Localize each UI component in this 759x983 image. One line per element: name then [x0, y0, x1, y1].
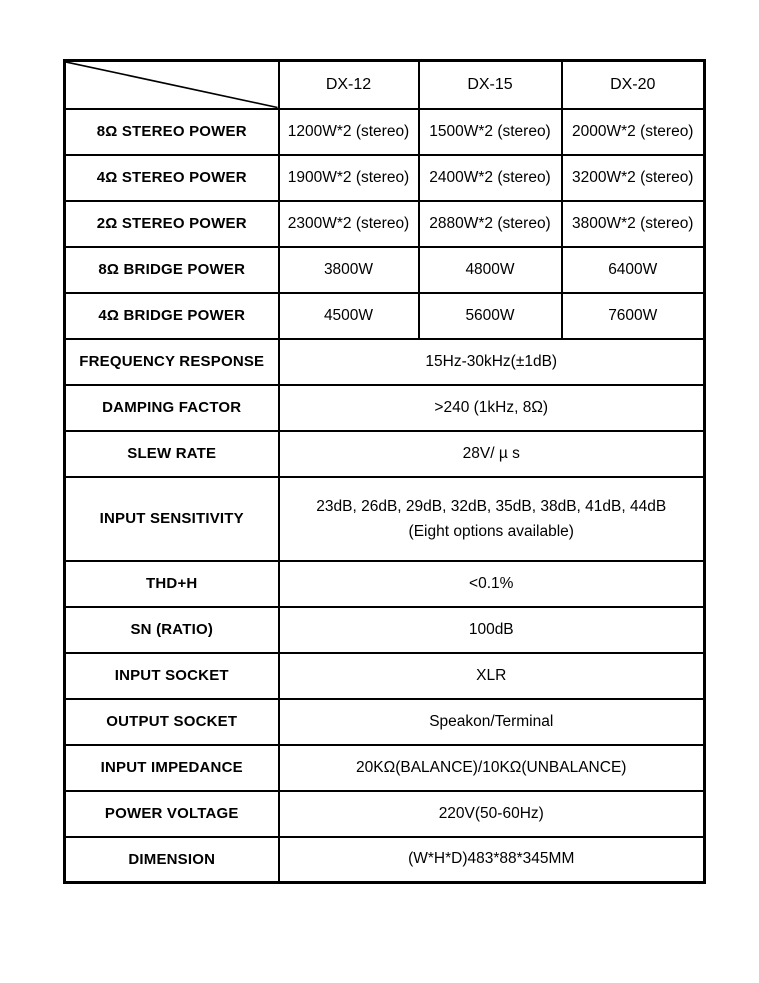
diagonal-header-cell: [65, 61, 279, 109]
spec-row-8ohm-stereo-power: [65, 109, 705, 155]
spec-row-2ohm-stereo-power: [65, 201, 705, 247]
spec-row-8ohm-bridge-power: [65, 247, 705, 293]
row-label: DAMPING FACTOR: [65, 385, 279, 431]
row-value-dx15: 2400W*2 (stereo): [419, 155, 562, 201]
sensitivity-options-line: 23dB, 26dB, 29dB, 32dB, 35dB, 38dB, 41dB, 44dB: [316, 497, 667, 515]
row-value: 28V/ µ s: [279, 431, 705, 477]
spec-row-4ohm-bridge-power: [65, 293, 705, 339]
row-value-dx15: 2880W*2 (stereo): [419, 201, 562, 247]
spec-table: [63, 59, 706, 884]
sensitivity-note-line: (Eight options available): [408, 522, 574, 540]
column-header-dx15: DX-15: [419, 61, 562, 109]
header-row: [65, 61, 705, 109]
row-label: 8Ω BRIDGE POWER: [65, 247, 279, 293]
row-value-dx20: 3800W*2 (stereo): [562, 201, 705, 247]
row-value: 15Hz-30kHz(±1dB): [279, 339, 705, 385]
spec-row-dimension: [65, 837, 705, 883]
row-value: [279, 477, 705, 561]
row-value-dx15: 5600W: [419, 293, 562, 339]
row-value: 20KΩ(BALANCE)/10KΩ(UNBALANCE): [279, 745, 705, 791]
row-value-dx20: 2000W*2 (stereo): [562, 109, 705, 155]
row-value: <0.1%: [279, 561, 705, 607]
row-label: INPUT SENSITIVITY: [65, 477, 279, 561]
row-value: XLR: [279, 653, 705, 699]
row-value: (W*H*D)483*88*345MM: [279, 837, 705, 883]
column-header-dx12: DX-12: [279, 61, 419, 109]
spec-row-power-voltage: [65, 791, 705, 837]
spec-row-input-impedance: [65, 745, 705, 791]
row-label: INPUT IMPEDANCE: [65, 745, 279, 791]
row-value: 100dB: [279, 607, 705, 653]
row-label: SLEW RATE: [65, 431, 279, 477]
row-value-dx12: 1200W*2 (stereo): [279, 109, 419, 155]
spec-row-input-socket: [65, 653, 705, 699]
row-value-dx20: 6400W: [562, 247, 705, 293]
row-value-dx12: 3800W: [279, 247, 419, 293]
row-label: OUTPUT SOCKET: [65, 699, 279, 745]
row-label: SN (RATIO): [65, 607, 279, 653]
column-header-dx20: DX-20: [562, 61, 705, 109]
spec-row-slew-rate: [65, 431, 705, 477]
row-value-dx15: 4800W: [419, 247, 562, 293]
row-label: DIMENSION: [65, 837, 279, 883]
row-value-dx20: 7600W: [562, 293, 705, 339]
row-value-dx20: 3200W*2 (stereo): [562, 155, 705, 201]
row-label: 8Ω STEREO POWER: [65, 109, 279, 155]
row-label: 2Ω STEREO POWER: [65, 201, 279, 247]
spec-row-sn-ratio: [65, 607, 705, 653]
row-label: 4Ω BRIDGE POWER: [65, 293, 279, 339]
row-label: 4Ω STEREO POWER: [65, 155, 279, 201]
row-value-dx12: 2300W*2 (stereo): [279, 201, 419, 247]
row-label: FREQUENCY RESPONSE: [65, 339, 279, 385]
row-value-dx15: 1500W*2 (stereo): [419, 109, 562, 155]
row-value-dx12: 4500W: [279, 293, 419, 339]
row-label: THD+H: [65, 561, 279, 607]
spec-row-thd: [65, 561, 705, 607]
diagonal-line: [66, 62, 278, 108]
row-value: >240 (1kHz, 8Ω): [279, 385, 705, 431]
row-value-dx12: 1900W*2 (stereo): [279, 155, 419, 201]
spec-row-input-sensitivity: [65, 477, 705, 561]
spec-row-4ohm-stereo-power: [65, 155, 705, 201]
row-label: INPUT SOCKET: [65, 653, 279, 699]
row-value: Speakon/Terminal: [279, 699, 705, 745]
spec-row-output-socket: [65, 699, 705, 745]
spec-row-damping-factor: [65, 385, 705, 431]
row-value: 220V(50-60Hz): [279, 791, 705, 837]
spec-row-frequency-response: [65, 339, 705, 385]
row-label: POWER VOLTAGE: [65, 791, 279, 837]
